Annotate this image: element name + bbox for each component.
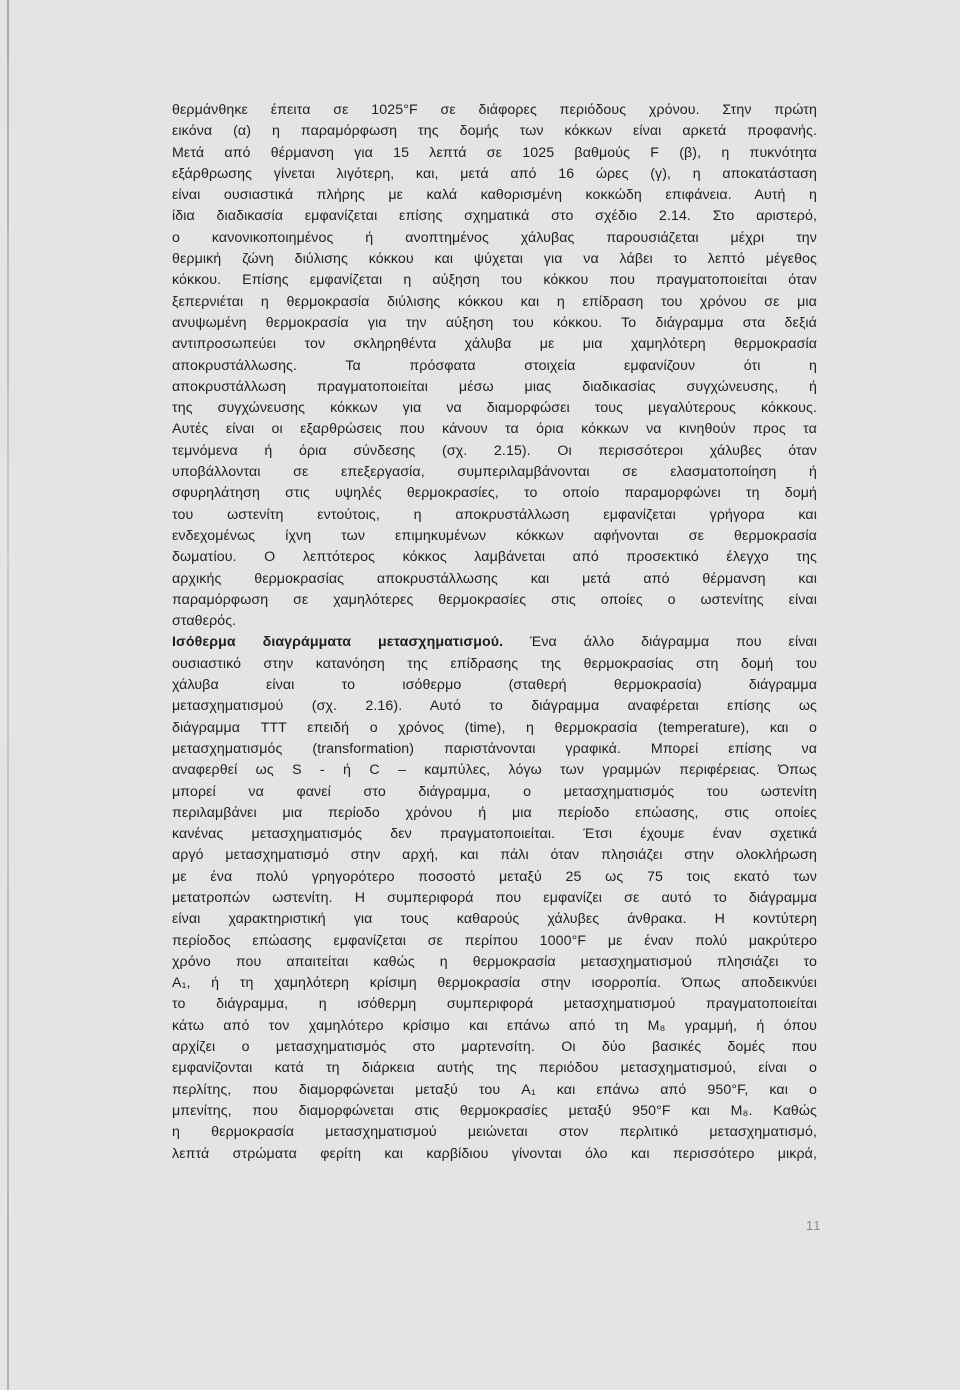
text-line: αναφερθεί ως S - ή C – καμπύλες, λόγω των γραμμών περιφέρειας. Όπως — [172, 762, 817, 779]
text-line: η θερμοκρασία μετασχηματισμού μειώνεται στον περλιτικό μετασχηματισμό, — [172, 1124, 817, 1141]
text-line: το διάγραμμα, η ισόθερμη συμπεριφορά μετασχηματισμού πραγματοποιείται — [172, 996, 817, 1013]
text-line: εμφανίζονται κατά τη διάρκεια αυτής της περιόδου μετασχηματισμού, είναι ο — [172, 1060, 817, 1077]
text-line: σφυρηλάτηση στις υψηλές θερμοκρασίες, το οποίο παραμορφώνει τη δομή — [172, 485, 817, 502]
body-text — [172, 100, 817, 1165]
text-line: ίδια διαδικασία εμφανίζεται επίσης σχηματικά στο σχέδιο 2.14. Στο αριστερό, — [172, 208, 817, 225]
text-line: μετασχηματισμού (σχ. 2.16). Αυτό το διάγραμμα αναφέρεται επίσης ως — [172, 698, 817, 715]
section-heading-line — [172, 632, 817, 653]
text-line: με ένα πολύ γρηγορότερο ποσοστό μεταξύ 25 ως 75 τοις εκατό των — [172, 868, 817, 885]
text-line: αντιπροσωπεύει τον σκληρηθέντα χάλυβα με μια χαμηλότερη θερμοκρασία — [172, 336, 817, 353]
text-line: A₁, ή τη χαμηλότερη κρίσιμη θερμοκρασία στην ισορροπία. Όπως αποδεικνύει — [172, 975, 817, 992]
text-line: ο κανονικοποιημένος ή ανοπτημένος χάλυβας παρουσιάζεται μέχρι την — [172, 229, 817, 246]
text-line: περλίτης, που διαμορφώνεται μεταξύ του A₁ και επάνω από 950°F, και ο — [172, 1081, 817, 1098]
text-line: αποκρυστάλλωση πραγματοποιείται μέσω μιας διαδικασίας συγχώνευσης, ή — [172, 378, 817, 395]
text-line: περίοδος επώασης εμφανίζεται σε περίπου 1000°F με έναν πολύ μακρύτερο — [172, 932, 817, 949]
text-line: διάγραμμα TTT επειδή ο χρόνος (time), η θερμοκρασία (temperature), και ο — [172, 719, 817, 736]
text-line: σταθερός. — [172, 613, 237, 630]
text-line: εικόνα (α) η παραμόρφωση της δομής των κόκκων είναι αρκετά προφανής. — [172, 123, 817, 140]
text-line: χρόνο που απαιτείται καθώς η θερμοκρασία μετασχηματισμού πλησιάζει το — [172, 953, 817, 970]
text-line: κόκκου. Επίσης εμφανίζεται η αύξηση του κόκκου που πραγματοποιείται όταν — [172, 272, 817, 289]
text-line: Αυτές είναι οι εξαρθρώσεις που κάνουν τα όρια κόκκων να κινηθούν προς τα — [172, 421, 817, 438]
text-line: μετατροπών ωστενίτη. Η συμπεριφορά που εμφανίζει σε αυτό το διάγραμμα — [172, 889, 817, 906]
text-line: αρχίζει ο μετασχηματισμός στο μαρτενσίτη. Οι δύο βασικές δομές που — [172, 1039, 817, 1056]
heading-continuation: Ένα άλλο διάγραμμα που είναι — [503, 634, 817, 651]
text-line: της συγχώνευσης κόκκων για να διαμορφώσει τους μεγαλύτερους κόκκους. — [172, 400, 817, 417]
section-heading: Ισόθερμα διαγράμματα μετασχηματισμού. — [172, 634, 504, 651]
scan-edge-shadow — [7, 0, 9, 1390]
text-line: ανυψωμένη θερμοκρασία για την αύξηση του κόκκου. Το διάγραμμα στα δεξιά — [172, 314, 817, 331]
text-line: του ωστενίτη εντούτοις, η αποκρυστάλλωση εμφανίζεται γρήγορα και — [172, 506, 817, 523]
text-line: δωματίου. Ο λεπτότερος κόκκος λαμβάνεται από προσεκτικό έλεγχο της — [172, 549, 817, 566]
text-line: θερμική ζώνη διύλισης κόκκου και ψύχεται για να λάβει το λεπτό μέγεθος — [172, 251, 817, 268]
text-line: αρχικής θερμοκρασίας αποκρυστάλλωσης και μετά από θέρμανση και — [172, 570, 817, 587]
text-line: αργό μετασχηματισμό στην αρχή, και πάλι όταν πλησιάζει στην ολοκλήρωση — [172, 847, 817, 864]
text-line: αποκρυστάλλωσης. Τα πρόσφατα στοιχεία εμφανίζουν ότι η — [172, 357, 817, 374]
text-line: ενδεχομένως ίχνη των επιμηκυμένων κόκκων αφήνονται σε θερμοκρασία — [172, 527, 817, 544]
text-line: χάλυβα είναι το ισόθερμο (σταθερή θερμοκρασία) διάγραμμα — [172, 677, 817, 694]
text-line: παραμόρφωση σε χαμηλότερες θερμοκρασίες στις οποίες ο ωστενίτης είναι — [172, 591, 817, 608]
text-line: τεμνόμενα ή όρια σύνδεσης (σχ. 2.15). Οι περισσότεροι χάλυβες όταν — [172, 442, 817, 459]
page-number: 11 — [806, 1218, 822, 1233]
text-line: υποβάλλονται σε επεξεργασία, συμπεριλαμβάνονται σε ελασματοποίηση ή — [172, 464, 817, 481]
text-line: είναι χαρακτηριστική για τους καθαρούς χάλυβες άνθρακα. Η κοντύτερη — [172, 911, 817, 928]
text-line: εξάρθρωσης γίνεται λιγότερη, και, μετά από 16 ώρες (γ), η αποκατάσταση — [172, 165, 817, 182]
text-line: λεπτά στρώματα φερίτη και καρβίδιου γίνονται όλο και περισσότερο μικρά, — [172, 1145, 817, 1162]
text-line: μπενίτης, που διαμορφώνεται στις θερμοκρασίες μεταξύ 950°F και M₈. Καθώς — [172, 1102, 817, 1119]
text-line: μετασχηματισμός (transformation) παριστάνονται γραφικά. Μπορεί επίσης να — [172, 740, 817, 757]
text-line: θερμάνθηκε έπειτα σε 1025°F σε διάφορες περιόδους χρόνου. Στην πρώτη — [172, 102, 817, 118]
text-line: ουσιαστικό στην κατανόηση της επίδρασης της θερμοκρασίας στη δομή του — [172, 655, 817, 672]
text-line: κάτω από τον χαμηλότερο κρίσιμο και επάνω από τη M₈ γραμμή, ή όπου — [172, 1017, 817, 1034]
text-line: μπορεί να φανεί στο διάγραμμα, ο μετασχηματισμός του ωστενίτη — [172, 783, 817, 800]
text-line: περιλαμβάνει μια περίοδο χρόνου ή μια περίοδο επώασης, στις οποίες — [172, 804, 817, 821]
text-line: είναι ουσιαστικά πλήρης με καλά καθορισμένη κοκκώδη επιφάνεια. Αυτή η — [172, 187, 817, 204]
text-line: ξεπερνιέται η θερμοκρασία διύλισης κόκκου και η επίδραση του χρόνου σε μια — [172, 293, 817, 310]
text-line: κανένας μετασχηματισμός δεν πραγματοποιείται. Έτσι έχουμε έναν σχετικά — [172, 826, 817, 843]
text-line: Μετά από θέρμανση για 15 λεπτά σε 1025 βαθμούς F (β), η πυκνότητα — [172, 144, 817, 161]
